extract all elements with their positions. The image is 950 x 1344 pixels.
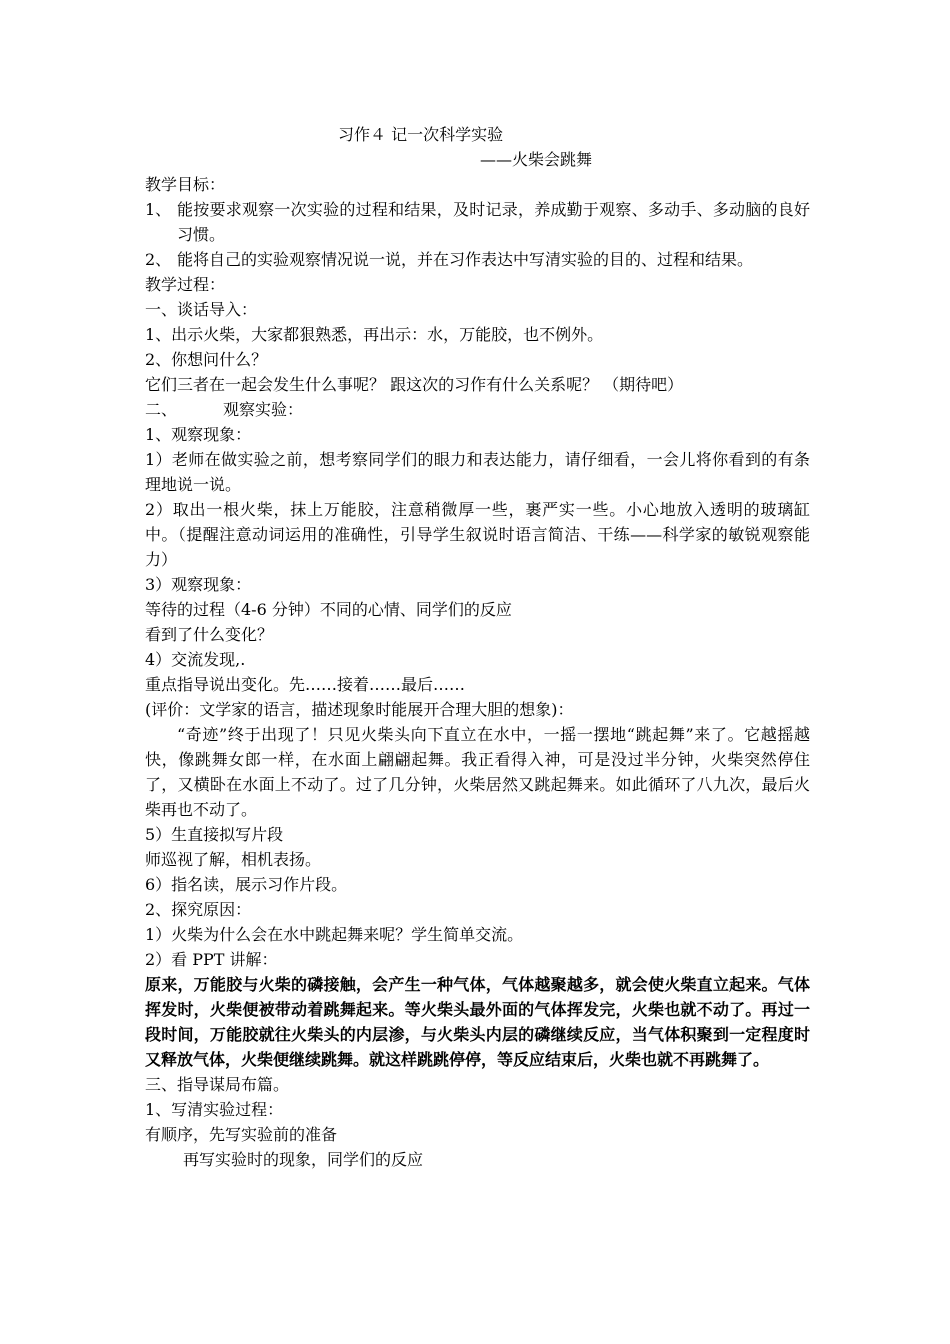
section-3-heading: 三、指导谋局布篇。 <box>145 1075 290 1094</box>
document-title: 习作４ 记一次科学实验 <box>338 125 504 144</box>
paragraph-teacher-patrol: 师巡视了解，相机表扬。 <box>145 850 322 869</box>
paragraph-draft: 5）生直接拟写片段 <box>145 825 284 844</box>
document-subtitle: ——火柴会跳舞 <box>480 150 593 169</box>
section-1-line-3: 它们三者在一起会发生什么事呢？ 跟这次的习作有什么关系呢？ （期待吧） <box>145 375 684 394</box>
section-3-sub-1: 1、写清实验过程： <box>145 1100 284 1119</box>
section-2-heading <box>145 397 810 422</box>
section-2-sub-1: 1、观察现象： <box>145 425 252 444</box>
paragraph-then: 再写实验时的现象，同学们的反应 <box>183 1150 424 1169</box>
paragraph-guide: 重点指导说出变化。先……接着……最后…… <box>145 675 466 694</box>
section-1-line-2: 2、你想问什么？ <box>145 350 268 369</box>
paragraph-order: 有顺序，先写实验前的准备 <box>145 1125 338 1144</box>
goal-number: 2、 <box>145 250 172 269</box>
paragraph-take-match: 2）取出一根火柴，抹上万能胶，注意稍微厚一些，裹严实一些。小心地放入透明的玻璃缸中。（提醒注意动词运用的准确性，引导学生叙说时语言简洁、干练——科学家的敏锐观察能力） <box>145 500 810 569</box>
goal-item-2 <box>145 247 810 272</box>
section-2-title: 观察实验： <box>223 400 304 419</box>
paragraph-read-aloud: 6）指名读，展示习作片段。 <box>145 875 348 894</box>
paragraph-why: 1）火柴为什么会在水中跳起舞来呢？学生简单交流。 <box>145 925 524 944</box>
goal-item-1 <box>145 197 810 247</box>
goal-text: 能将自己的实验观察情况说一说，并在习作表达中写清实验的目的、过程和结果。 <box>177 250 754 269</box>
paragraph-ppt: 2）看 PPT 讲解： <box>145 950 278 969</box>
paragraph-evaluation: (评价：文学家的语言，描述现象时能展开合理大胆的想象)： <box>145 700 574 719</box>
paragraph-observe-heading: 3）观察现象： <box>145 575 252 594</box>
paragraph-waiting: 等待的过程（4-6 分钟）不同的心情、同学们的反应 <box>145 600 512 619</box>
section-1-line-1: 1、出示火柴，大家都狠熟悉，再出示：水，万能胶，也不例外。 <box>145 325 604 344</box>
section-2-sub-2: 2、探究原因： <box>145 900 252 919</box>
goals-heading: 教学目标： <box>145 175 226 194</box>
section-2-number: 二、 <box>145 400 178 419</box>
goal-text: 能按要求观察一次实验的过程和结果，及时记录，养成勤于观察、多动手、多动脑的良好习惯。 <box>177 200 810 244</box>
goal-number: 1、 <box>145 200 172 219</box>
section-1-heading: 一、谈话导入： <box>145 300 258 319</box>
paragraph-discuss: 4）交流发现,. <box>145 650 246 669</box>
paragraph-changes: 看到了什么变化？ <box>145 625 274 644</box>
paragraph-explanation: 原来，万能胶与火柴的磷接触，会产生一种气体，气体越聚越多，就会使火柴直立起来。气体挥发时，火柴便被带动着跳舞起来。等火柴头最外面的气体挥发完，火柴也就不动了。再过一段时间，万能胶就往火柴头的内层渗，与火柴头内层的磷继续反应，当气体积聚到一定程度时又释放气体，火柴便继续跳舞。就这样跳跳停停，等反应结束后，火柴也就不再跳舞了。 <box>145 975 810 1069</box>
document-page <box>145 122 810 1172</box>
process-heading: 教学过程： <box>145 275 226 294</box>
paragraph-miracle: “奇迹”终于出现了！只见火柴头向下直立在水中，一摇一摆地“跳起舞”来了。它越摇越快，像跳舞女郎一样，在水面上翩翩起舞。我正看得入神，可是没过半分钟，火柴突然停住了，又横卧在水面上不动了。过了几分钟，火柴居然又跳起舞来。如此循环了八九次，最后火柴再也不动了。 <box>145 725 810 819</box>
paragraph-observe-intro: 1）老师在做实验之前，想考察同学们的眼力和表达能力，请仔细看，一会儿将你看到的有条理地说一说。 <box>145 450 810 494</box>
